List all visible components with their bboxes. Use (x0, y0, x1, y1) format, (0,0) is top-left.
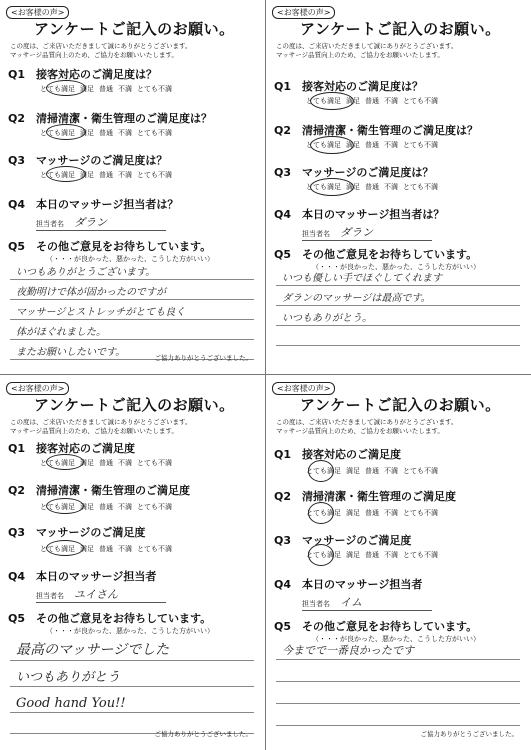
q2-options[interactable]: とても満足 満足 普通 不満 とても不満 (40, 503, 172, 511)
selection-circle (310, 92, 354, 110)
horizontal-divider (0, 374, 531, 375)
selection-circle (46, 498, 84, 514)
intro-text: この度は、ご来店いただきまして誠にありがとうございます。 マッサージ品質向上のため、ご協力をお願いいたします。 (10, 42, 192, 59)
staff-name-field[interactable]: 担当者名 ダラン (302, 224, 432, 241)
comment-line[interactable]: いつもありがとうございます。 (10, 262, 254, 280)
q5-hint: （・・・が良かった、悪かった、こうした方がいい） (46, 255, 214, 263)
comment-line[interactable]: 最高のマッサージでした (10, 638, 254, 661)
question-4: Q4 本日のマッサージ担当者 (8, 570, 157, 583)
question-1: Q1 接客対応のご満足度は？ (8, 68, 157, 81)
q1-options[interactable]: とても満足 満足 普通 不満 とても不満 (306, 97, 438, 105)
selection-circle (46, 166, 86, 182)
selection-circle (46, 454, 84, 470)
question-2: Q2 清掃清潔・衛生管理のご満足度 (274, 490, 456, 503)
selection-circle (46, 540, 84, 556)
vertical-divider (265, 0, 266, 750)
q5-hint: （・・・が良かった、悪かった、こうした方がいい） (312, 635, 480, 643)
form-title: アンケートご記入のお願い。 (34, 396, 235, 414)
survey-form-3 (6, 382, 258, 742)
form-title: アンケートご記入のお願い。 (300, 20, 501, 38)
staff-name-field[interactable]: 担当者名 ユイさん (36, 586, 166, 603)
voice-tag: <お客様の声> (272, 382, 335, 395)
form-title: アンケートご記入のお願い。 (300, 396, 501, 414)
q3-options[interactable]: とても満足 満足 普通 不満 とても不満 (40, 171, 172, 179)
thanks-note: ご協力ありがとうございました。 (420, 730, 518, 738)
comment-line[interactable]: Good hand You!! (10, 690, 254, 713)
q2-options[interactable]: とても満足 満足 普通 不満 とても不満 (306, 141, 438, 149)
selection-circle (308, 502, 334, 524)
q5-hint: （・・・が良かった、悪かった、こうした方がいい） (312, 263, 480, 271)
thanks-note: ご協力ありがとうございました。 (154, 730, 252, 738)
comment-line[interactable] (276, 708, 520, 726)
comment-line[interactable] (276, 686, 520, 704)
question-4: Q4 本日のマッサージ担当者 (274, 578, 423, 591)
q1-options[interactable]: とても満足 満足 普通 不満 とても不満 (40, 459, 172, 467)
question-4: Q4 本日のマッサージ担当者は？ (8, 198, 179, 211)
q1-options[interactable]: とても満足 満足 普通 不満 とても不満 (40, 85, 172, 93)
q3-options[interactable]: とても満足 満足 普通 不満 とても不満 (306, 183, 438, 191)
form-title: アンケートご記入のお願い。 (34, 20, 235, 38)
intro-text: この度は、ご来店いただきまして誠にありがとうございます。 マッサージ品質向上のため、ご協力をお願いいたします。 (10, 418, 192, 435)
question-5: Q5 その他ご意見をお待ちしています。 (274, 248, 478, 261)
selection-circle (46, 124, 86, 140)
comment-line[interactable] (276, 328, 520, 346)
q2-options[interactable]: とても満足 満足 普通 不満 とても不満 (306, 509, 438, 517)
survey-form-1 (6, 6, 258, 366)
question-3: Q3 マッサージのご満足度 (274, 534, 412, 547)
comment-line[interactable]: マッサージとストレッチがとても良く (10, 302, 254, 320)
question-2: Q2 清掃清潔・衛生管理のご満足度は？ (274, 124, 478, 137)
question-3: Q3 マッサージのご満足度 (8, 526, 146, 539)
q1-options[interactable]: とても満足 満足 普通 不満 とても不満 (306, 467, 438, 475)
question-2: Q2 清掃清潔・衛生管理のご満足度は？ (8, 112, 212, 125)
comment-line[interactable]: ダランのマッサージは最高です。 (276, 288, 520, 306)
question-5: Q5 その他ご意見をお待ちしています。 (274, 620, 478, 633)
q5-hint: （・・・が良かった、悪かった、こうした方がいい） (46, 627, 214, 635)
selection-circle (308, 544, 334, 566)
question-5: Q5 その他ご意見をお待ちしています。 (8, 612, 212, 625)
comment-line[interactable]: いつもありがとう (10, 664, 254, 687)
comment-line[interactable] (276, 664, 520, 682)
q3-options[interactable]: とても満足 満足 普通 不満 とても不満 (306, 551, 438, 559)
intro-text: この度は、ご来店いただきまして誠にありがとうございます。 マッサージ品質向上のため、ご協力をお願いいたします。 (276, 418, 458, 435)
comment-line[interactable]: またお願いしたいです。 (10, 342, 254, 360)
q3-options[interactable]: とても満足 満足 普通 不満 とても不満 (40, 545, 172, 553)
thanks-note: ご協力ありがとうございました。 (154, 354, 252, 362)
comment-line[interactable]: 夜勤明けで体が固かったのですが (10, 282, 254, 300)
question-3: Q3 マッサージのご満足度は？ (8, 154, 168, 167)
voice-tag: <お客様の声> (6, 6, 69, 19)
selection-circle (308, 460, 334, 482)
survey-form-2 (272, 6, 524, 366)
selection-circle (310, 136, 354, 154)
comment-line[interactable]: いつも優しい手でほぐしてくれます (276, 268, 520, 286)
question-2: Q2 清掃清潔・衛生管理のご満足度 (8, 484, 190, 497)
question-1: Q1 接客対応のご満足度は？ (274, 80, 423, 93)
q2-options[interactable]: とても満足 満足 普通 不満 とても不満 (40, 129, 172, 137)
survey-form-4 (272, 382, 524, 742)
comment-line[interactable]: 今までで一番良かったです (276, 642, 520, 660)
question-1: Q1 接客対応のご満足度 (8, 442, 135, 455)
comment-line[interactable]: 体がほぐれました。 (10, 322, 254, 340)
question-1: Q1 接客対応のご満足度 (274, 448, 401, 461)
voice-tag: <お客様の声> (272, 6, 335, 19)
intro-text: この度は、ご来店いただきまして誠にありがとうございます。 マッサージ品質向上のため、ご協力をお願いいたします。 (276, 42, 458, 59)
comment-line[interactable]: いつもありがとう。 (276, 308, 520, 326)
question-5: Q5 その他ご意見をお待ちしています。 (8, 240, 212, 253)
staff-name-field[interactable]: 担当者名 イム (302, 594, 432, 611)
selection-circle (310, 178, 354, 196)
voice-tag: <お客様の声> (6, 382, 69, 395)
question-3: Q3 マッサージのご満足度は？ (274, 166, 434, 179)
selection-circle (46, 80, 86, 96)
question-4: Q4 本日のマッサージ担当者は？ (274, 208, 445, 221)
staff-name-field[interactable]: 担当者名 ダラン (36, 214, 166, 231)
